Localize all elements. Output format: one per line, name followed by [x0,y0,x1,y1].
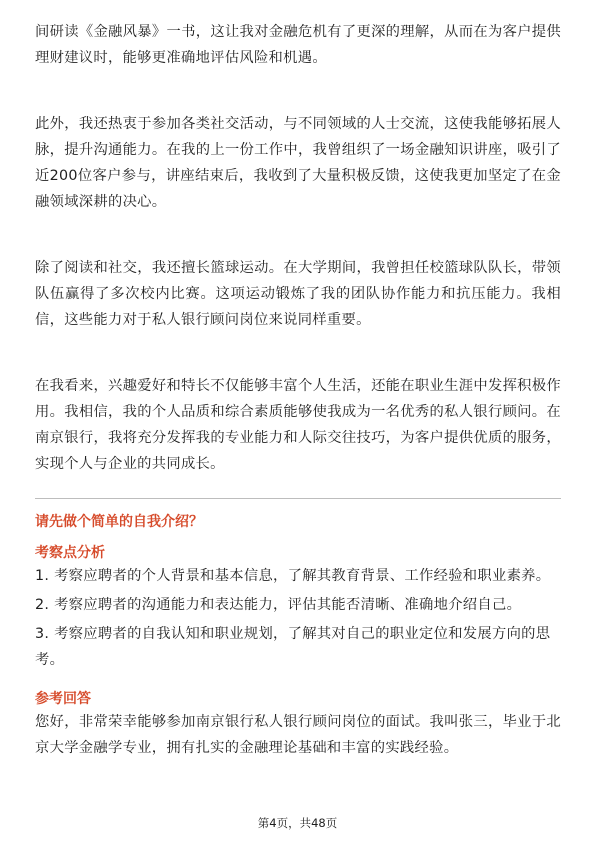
question-heading: 请先做个简单的自我介绍？ [35,514,203,530]
body-paragraph-1: 间研读《金融风暴》一书，这让我对金融危机有了更深的理解，从而在为客户提供理财建议时，能够更准确地评估风险和机遇。 [35,24,561,66]
analysis-item-2: 2. 考察应聘者的沟通能力和表达能力，评估其能否清晰、准确地介绍自己。 [35,597,522,613]
analysis-item-1: 1. 考察应聘者的个人背景和基本信息，了解其教育背景、工作经验和职业素养。 [35,568,551,584]
body-paragraph-3: 除了阅读和社交，我还擅长篮球运动。在大学期间，我曾担任校篮球队队长，带领队伍赢得了多次校内比赛。这项运动锻炼了我的团队协作能力和抗压能力。我相信，这些能力对于私人银行顾问岗位来说同样重要。 [35,260,561,328]
page-number-footer: 第4页，共48页 [257,816,338,830]
answer-heading: 参考回答 [35,691,91,707]
analysis-item-3: 3. 考察应聘者的自我认知和职业规划，了解其对自己的职业定位和发展方向的思考。 [35,626,551,668]
answer-paragraph: 您好，非常荣幸能够参加南京银行私人银行顾问岗位的面试。我叫张三，毕业于北京大学金融学专业，拥有扎实的金融理论基础和丰富的实践经验。 [35,714,561,756]
body-paragraph-2: 此外，我还热衷于参加各类社交活动，与不同领域的人士交流，这使我能够拓展人脉，提升沟通能力。在我的上一份工作中，我曾组织了一场金融知识讲座，吸引了近200位客户参与，讲座结束后，我收到了大量积极反馈，这使我更加坚定了在金融领域深耕的决心。 [35,116,561,210]
body-paragraph-4: 在我看来，兴趣爱好和特长不仅能够丰富个人生活，还能在职业生涯中发挥积极作用。我相信，我的个人品质和综合素质能够使我成为一名优秀的私人银行顾问。在南京银行，我将充分发挥我的专业能力和人际交往技巧，为客户提供优质的服务，实现个人与企业的共同成长。 [35,378,561,472]
analysis-heading: 考察点分析 [35,545,105,561]
section-divider [35,498,561,499]
